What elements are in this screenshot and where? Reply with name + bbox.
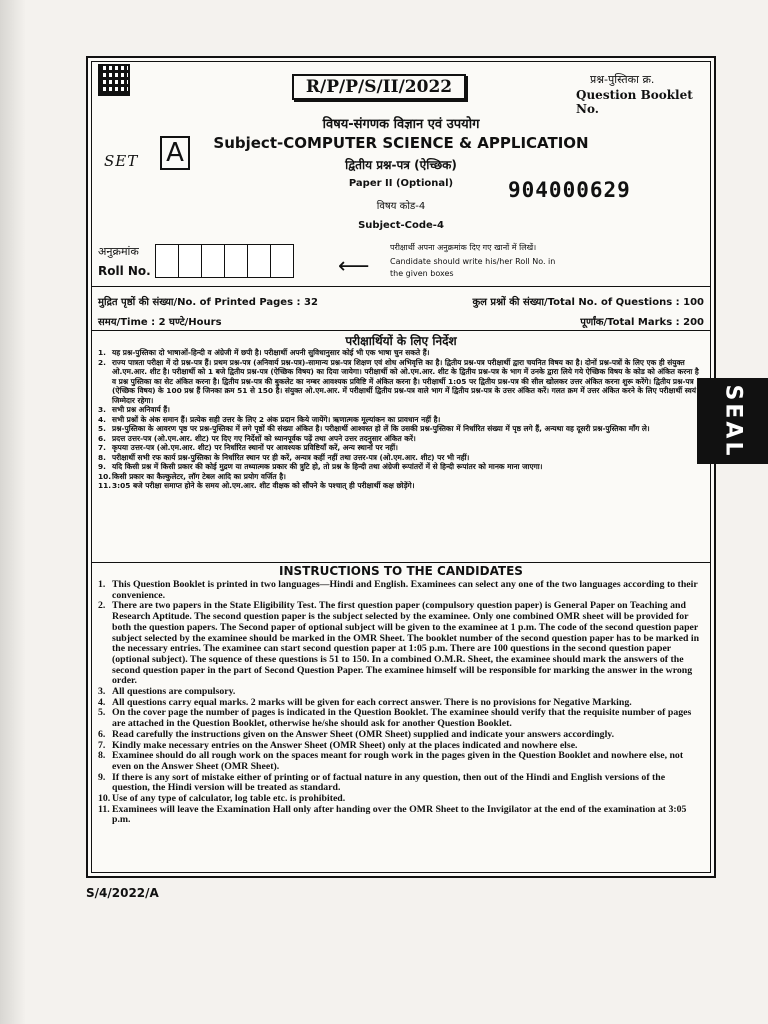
qr-code-icon	[98, 64, 130, 96]
instruction-number: 1.	[98, 579, 106, 590]
instruction-item	[98, 434, 704, 444]
roll-digit-box[interactable]	[201, 244, 225, 278]
instruction-number: 2.	[98, 600, 106, 612]
instruction-text: There are two papers in the State Eligibility Test. The first question paper (compulsory question paper) is General Paper on Teaching and Research Aptitude. The second question paper is the subject selected by the examinee. Only one combined OMR sheet will be provided for both the question papers. The Second paper of optional subject will be given to the examinee at 1 p.m. The code of the second question paper subject selected by the examinee should be marked in the OMR Sheet. The booklet number of the second question paper has to be marked in the necessary entries. The examinee can start second question paper at 1:05 p.m. There are 100 questions in the second question paper (optional subject). The squence of these questions is 51 to 150. In a combined O.M.R. Sheet, the examinee should mark the answers of the second question paper in the part of Second Question Paper. The examinee himself will be responsible for marking the answer in the wrong order.	[112, 600, 700, 687]
instruction-text: Read carefully the instructions given on the Answer Sheet (OMR Sheet) supplied and indicate your answers accordingly.	[112, 728, 615, 740]
instruction-number: 4.	[98, 414, 106, 424]
instruction-item	[98, 730, 704, 741]
instruction-number: 10.	[98, 793, 111, 805]
instruction-text: Examinees will leave the Examination Hall only after handing over the OMR Sheet to the Invigilator at the end of the examination at 3:05 p.m.	[112, 803, 687, 826]
roll-digit-box[interactable]	[224, 244, 248, 278]
set-value: A	[160, 136, 190, 170]
instruction-item	[98, 358, 704, 406]
divider	[92, 330, 710, 331]
instruction-number: 9.	[98, 462, 106, 471]
instruction-number: 2.	[98, 357, 106, 367]
instruction-text: कृपया उत्तर-पत्र (ओ.एम.आर. शीट) पर निर्धारित स्थानों पर आवश्यक प्रविष्टियाँ करें, अन्य स्थानों पर नहीं।	[112, 443, 398, 452]
instruction-number: 7.	[98, 443, 106, 452]
time-allowed: समय/Time : 2 घण्टे/Hours	[98, 317, 222, 328]
instruction-text: सभी प्रश्न अनिवार्य हैं।	[112, 405, 170, 414]
instruction-number: 3.	[98, 405, 106, 414]
instruction-text: All questions carry equal marks. 2 marks will be given for each correct answer. There is no provisions for Negative Marking.	[112, 696, 632, 708]
divider	[92, 286, 710, 287]
roll-digit-box[interactable]	[155, 244, 179, 278]
instruction-item	[98, 601, 704, 687]
instruction-number: 9.	[98, 771, 106, 783]
instruction-number: 5.	[98, 707, 106, 719]
instruction-number: 4.	[98, 696, 106, 708]
instruction-text: परीक्षार्थी सभी रफ कार्य प्रश्न-पुस्तिका के निर्धारित स्थान पर ही करें, अन्यत्र कहीं नहीं तथा उत्तर-पत्र (ओ.एम.आर. शीट) पर भी नहीं।	[112, 452, 470, 462]
booklet-number: 904000629	[508, 178, 631, 202]
instruction-text: प्रश्न-पुस्तिका के आवरण पृष्ठ पर प्रश्न-पुस्तिका में लगे पृष्ठों की संख्या अंकित है। परीक्षार्थी आश्वस्त हो लें कि उसकी प्रश्न-पुस्तिका में निर्धारित संख्या में पृष्ठ लगे हैं, अन्यथा वह दूसरी प्रश्न-पुस्तिका माँग ले।	[112, 424, 650, 433]
instruction-item	[98, 453, 704, 463]
hindi-instructions-list	[98, 348, 704, 491]
printed-pages: मुद्रित पृष्ठों की संख्या/No. of Printed Pages : 32	[98, 297, 318, 308]
instruction-text: यदि किसी प्रश्न में किसी प्रकार की कोई मुद्रण या तथ्यात्मक प्रकार की त्रुटि हो, तो प्रश्न के हिन्दी तथा अंग्रेजी रूपांतरों में से हिन्दी रूपांतर को मानक माना जाएगा।	[112, 462, 543, 471]
english-instructions-title: INSTRUCTIONS TO THE CANDIDATES	[279, 564, 523, 578]
page-left-edge	[0, 0, 26, 1024]
instruction-number: 3.	[98, 686, 106, 698]
subject-code-hindi: विषय कोड-4	[376, 201, 426, 212]
subject-hindi: विषय-संगणक विज्ञान एवं उपयोग	[322, 117, 480, 132]
instruction-number: 10.	[98, 471, 112, 481]
instruction-text: यह प्रश्न-पुस्तिका दो भाषाओं-हिन्दी व अंग्रेजी में छपी है। परीक्षार्थी अपनी सुविधानुसार कोई भी एक भाषा चुन सकते हैं।	[112, 348, 430, 357]
instruction-item	[98, 708, 704, 729]
roll-instruction-english: Candidate should write his/her Roll No. in the given boxes	[390, 257, 556, 278]
instruction-text: All questions are compulsory.	[112, 686, 236, 698]
paper-hindi: द्वितीय प्रश्न-पत्र (ऐच्छिक)	[345, 158, 457, 172]
instruction-text: किसी प्रकार का कैल्कुलेटर, लॉग टेबल आदि का प्रयोग वर्जित है।	[112, 471, 286, 481]
instruction-item	[98, 443, 704, 453]
instruction-text: Use of any type of calculator, log table etc. is prohibited.	[112, 793, 346, 805]
instruction-text: Examinee should do all rough work on the spaces meant for rough work in the pages given in the Question Booklet and nowhere else, not even on the Answer Sheet (OMR Sheet).	[112, 750, 684, 772]
instruction-text: This Question Booklet is printed in two languages—Hindi and English. Examinees can select any one of the two languages according to their convenience.	[112, 579, 698, 601]
instruction-number: 8.	[98, 452, 106, 462]
instruction-item	[98, 348, 704, 358]
set-label: SET	[104, 152, 139, 170]
roll-label-english: Roll No.	[98, 264, 151, 278]
footer-code: S/4/2022/A	[86, 886, 159, 900]
instruction-item	[98, 773, 704, 794]
seal-tab	[697, 378, 768, 464]
cover-frame	[86, 56, 716, 878]
instruction-item	[98, 481, 704, 491]
subject-english: Subject-COMPUTER SCIENCE & APPLICATION	[213, 134, 589, 152]
instruction-item	[98, 462, 704, 472]
divider	[92, 562, 710, 563]
instruction-number: 11.	[98, 481, 112, 490]
roll-label-hindi: अनुक्रमांक	[98, 245, 139, 258]
roll-digit-box[interactable]	[247, 244, 271, 278]
roll-digit-box[interactable]	[270, 244, 294, 278]
instruction-number: 1.	[98, 348, 106, 357]
roll-digit-box[interactable]	[178, 244, 202, 278]
seal-text: SEAL	[720, 384, 746, 458]
instruction-item	[98, 751, 704, 772]
total-questions: कुल प्रश्नों की संख्या/Total No. of Questions : 100	[472, 297, 704, 308]
subject-code-english: Subject-Code-4	[358, 220, 444, 231]
instruction-item	[98, 415, 704, 425]
total-marks: पूर्णांक/Total Marks : 200	[580, 317, 704, 328]
booklet-label-hindi: प्रश्न-पुस्तिका क्र.	[590, 73, 655, 86]
english-instructions-list	[98, 580, 704, 826]
instruction-text: 3:05 बजे परीक्षा समाप्त होने के समय ओ.एम.आर. शीट वीक्षक को सौंपने के पश्चात् ही परीक्षार्थी कक्ष छोड़ेंगे।	[112, 481, 415, 490]
instruction-number: 7.	[98, 739, 106, 751]
booklet-label-english: Question Booklet No.	[576, 88, 693, 116]
instruction-number: 6.	[98, 728, 106, 740]
roll-number-boxes	[156, 244, 294, 278]
paper-english: Paper II (Optional)	[348, 178, 454, 189]
instruction-text: राज्य पात्रता परीक्षा में दो प्रश्न-पत्र हैं। प्रथम प्रश्न-पत्र (अनिवार्य प्रश्न-पत्र)-सामान्य प्रश्न-पत्र शिक्षण एवं शोध अभिवृत्ति का है। द्वितीय प्रश्न-पत्र परीक्षार्थी द्वारा चयनित विषय का है। दोनों प्रश्न-पत्रों के लिए एक ही संयुक्त ओ.एम.आर. शीट है। परीक्षार्थी को 1 बजे द्वितीय प्रश्न-पत्र (ऐच्छिक विषय) का दिया जायेगा। परीक्षार्थी को ओ.एम.आर. शीट के द्वितीय प्रश्न-पत्र के भाग में उनके द्वारा लिये गये ऐच्छिक विषय के कोड को अंकित करना है व प्रश्न पुस्तिका का सेट अंकित करना है। द्वितीय प्रश्न-पत्र की बुकलेट का नम्बर आवश्यक प्रविष्टि में अंकित करना है। परीक्षार्थी 1:05 पर द्वितीय प्रश्न-पत्र की सील खोलकर उत्तर अंकित करना शुरू करेंगे। द्वितीय प्रश्न-पत्र (ऐच्छिक विषय) के 100 प्रश्न हैं जिनका क्रम 51 से 150 है। संयुक्त ओ.एम.आर. में परीक्षार्थी द्वितीय प्रश्न-पत्र वाले भाग में द्वितीय प्रश्न-पत्र के उत्तर अंकित करें। गलत क्रम में उत्तर अंकित करने के लिए परीक्षार्थी स्वयं जिम्मेदार रहेगा।	[112, 357, 699, 405]
instruction-text: On the cover page the number of pages is indicated in the Question Booklet. The examinee should verify that the requisite number of pages are attached in the Question Booklet, otherwise he/she should ask for another Question Booklet.	[112, 707, 692, 730]
instruction-item	[98, 472, 704, 482]
instruction-item	[98, 424, 704, 434]
instruction-item	[98, 805, 704, 826]
instruction-text: सभी प्रश्नों के अंक समान हैं। प्रत्येक सही उत्तर के लिए 2 अंक प्रदान किये जायेंगे। ऋणात्मक मूल्यांकन का प्रावधान नहीं है।	[112, 414, 441, 424]
instruction-item	[98, 580, 704, 601]
instruction-text: प्रदत्त उत्तर-पत्र (ओ.एम.आर. शीट) पर दिए गए निर्देशों को ध्यानपूर्वक पढ़ें तथा अपने उत्तर तदनुसार अंकित करें।	[112, 433, 416, 443]
paper-code: R/P/P/S/II/2022	[292, 74, 466, 100]
instruction-number: 11.	[98, 803, 110, 815]
hindi-instructions-title: परीक्षार्थियों के लिए निर्देश	[345, 334, 457, 348]
instruction-item	[98, 405, 704, 415]
instruction-number: 5.	[98, 424, 106, 433]
left-arrow-icon: ⟵	[338, 254, 370, 279]
instruction-text: If there is any sort of mistake either of printing or of factual nature in any question, then out of the Hindi and English versions of the question, the Hindi version will be treated as standard.	[112, 771, 666, 794]
instruction-number: 6.	[98, 433, 106, 443]
roll-instruction-hindi: परीक्षार्थी अपना अनुक्रमांक दिए गए खानों में लिखें।	[390, 243, 537, 252]
instruction-text: Kindly make necessary entries on the Answer Sheet (OMR Sheet) only at the places indicated and nowhere else.	[112, 739, 578, 751]
instruction-number: 8.	[98, 750, 106, 762]
